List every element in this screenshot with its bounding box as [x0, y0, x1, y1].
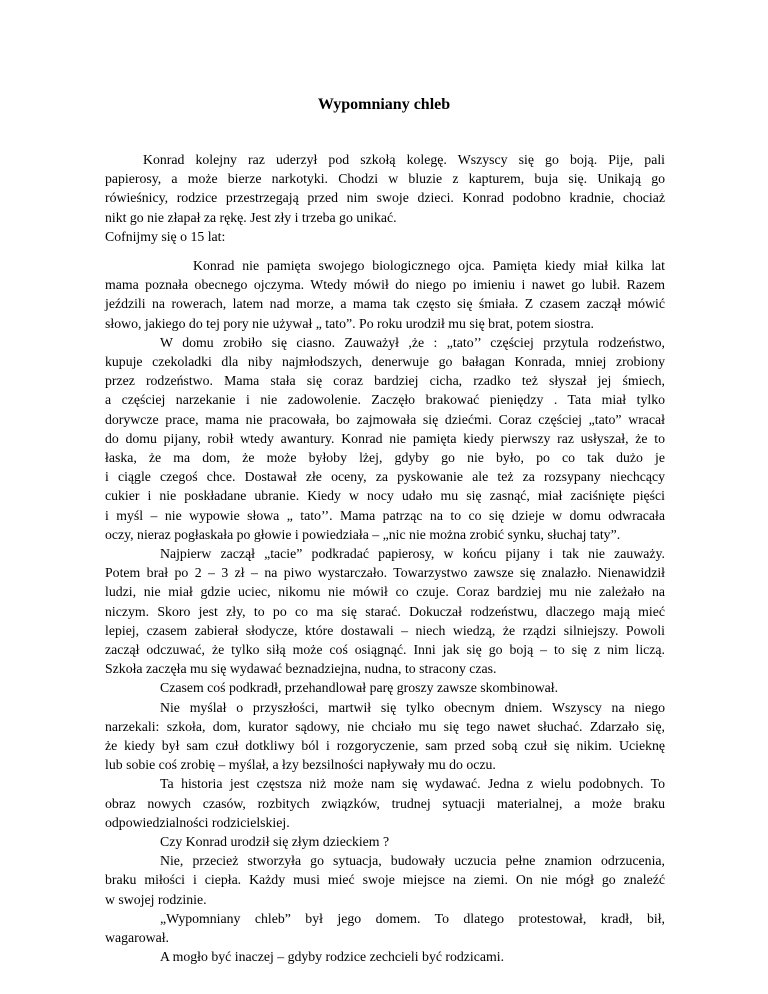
text-line: jeździli na rowerach, latem nad morze, a mama tak często się śmiała. Z czasem zaczął mówić [105, 296, 665, 312]
text-line: A mogło być inaczej – gdyby rodzice zechcieli być rodzicami. [160, 949, 505, 965]
text-line: dorywcze prace, mama nie pracowała, bo zajmowała się dziećmi. Coraz częściej „tato” wracał [105, 411, 665, 427]
text-line: papierosy, a może bierze narkotyki. Chodzi w bluzie z kapturem, buja się. Unikają go [105, 171, 665, 187]
text-line: Najpierw zaczął „tacie” podkradać papierosy, w końcu pijany i tak nie zauważy. [160, 546, 665, 561]
text-line: łaska, że ma dom, że może byłoby lżej, gdyby go nie było, po co tak dużo je [105, 450, 665, 465]
text-line: mama poznała obecnego ojczyma. Wtedy mówił do niego po imieniu i nawet go lubił. Razem [105, 277, 665, 293]
text-line: Szkoła zaczęła mu się wydawać beznadziejna, nudna, to stracony czas. [105, 661, 497, 677]
text-line: ludzi, nie miał gdzie uciec, nikomu nie mówił co czuje. Coraz bardziej mu nie zależało na [105, 584, 665, 600]
text-line: Ta historia jest częstsza niż może nam się wydawać. Jedna z wielu podobnych. To [160, 776, 665, 792]
text-line: braku miłości i ciepła. Każdy musi mieć swoje miejsce na ziemi. On nie mógł go znaleźć [105, 872, 665, 888]
text-line: Nie, przecież stworzyła go sytuacja, budowały uczucia pełne znamion odrzucenia, [160, 853, 665, 869]
text-line: Czy Konrad urodził się złym dzieckiem ? [160, 834, 390, 849]
text-line: Cofnijmy się o 15 lat: [105, 228, 226, 244]
text-line: Konrad kolejny raz uderzył pod szkołą kolegę. Wszyscy się go boją. Pije, pali [143, 152, 665, 167]
text-line: lepiej, czasem zabierał słodycze, które dostawali – niech wiedzą, że rządzi silniejszy. Powoli [105, 622, 665, 638]
text-line: cukier i nie poskładane ubranie. Kiedy w nocy udało mu się zasnąć, miał zaciśnięte pięści [105, 488, 665, 504]
text-line: W domu zrobiło się ciasno. Zauważył ,że : „tato’’ częściej przytula rodzeństwo, [160, 334, 665, 350]
text-line: narzekali: szkoła, dom, kurator sądowy, nie chciało mu się tego nawet słuchać. Zdarzało się, [105, 718, 665, 734]
text-line: nikt go nie złapał za rękę. Jest zły i trzeba go unikać. [105, 209, 397, 225]
text-line: lub sobie coś zrobię – myślał, a łzy bezsilności napływały mu do oczu. [105, 757, 496, 773]
text-line: Konrad nie pamięta swojego biologicznego ojca. Pamięta kiedy miał kilka lat [193, 258, 665, 273]
text-line: niczym. Skoro jest zły, to po co ma się starać. Dokuczał rodzeństwu, dlaczego mają mieć [105, 603, 665, 619]
text-line: zaczął odczuwać, że tylko siłą może coś osiągnąć. Inni jak się go boją – to się z nim liczą. [105, 642, 665, 657]
text-line: oczy, nieraz pogłaskała po głowie i powiedziała – „nic nie można zrobić synku, słuchaj taty”. [105, 526, 621, 542]
text-line: w swojej rodzinie. [105, 891, 207, 907]
text-line: słowo, jakiego do tej pory nie używał „ tato”. Po roku urodził mu się brat, potem siostra. [105, 315, 594, 331]
text-line: „Wypomniany chleb” był jego domem. To dlatego protestował, kradł, bił, [160, 910, 665, 926]
text-line: Nie myślał o przyszłości, martwił się tylko obecnym dniem. Wszyscy na niego [160, 699, 665, 715]
text-line: i myśl – nie wypowie słowa „ tato’’. Mama patrząc na to co się dzieje w domu odwracała [105, 507, 665, 523]
text-line: i ciągle czegoś chce. Dostawał złe oceny, za pyskowanie ale też za rozsypany niechcący [105, 469, 665, 485]
text-line: a częściej narzekanie i nie zadowolenie. Zaczęło brakować pieniędzy . Tata miał tylko [105, 392, 665, 408]
text-line: do domu pijany, robił wtedy awantury. Konrad nie pamięta kiedy pierwszy raz usłyszał, że to [105, 430, 665, 446]
text-line: odpowiedzialności rodzicielskiej. [105, 814, 290, 830]
text-line: że kiedy był sam czuł dotkliwy ból i rozgoryczenie, sam przed sobą czuł się nikim. Ucieknę [105, 738, 665, 753]
document-title: Wypomniany chleb [317, 96, 451, 113]
text-line: kupuje czekoladki dla niby najmłodszych, denerwuje go bałagan Konrada, mniej zrobiony [105, 354, 665, 369]
text-line: Czasem coś podkradł, przehandlował parę groszy zawsze skombinował. [160, 680, 559, 696]
text-line: przez rodzeństwo. Mama stała się coraz bardziej cicha, rzadko też słyszał jej śmiech, [105, 373, 665, 389]
text-line: wagarował. [105, 930, 169, 945]
text-line: obraz nowych czasów, rozbitych związków, trudnej sytuacji materialnej, a może braku [105, 795, 665, 811]
text-line: Potem brał po 2 – 3 zł – na piwo wystarczało. Towarzystwo zawsze się znalazło. Nienawidził [105, 565, 665, 581]
text-line: rówieśnicy, rodzice przestrzegają przed nim swoje dzieci. Konrad podobno kradnie, chociaż [105, 190, 665, 206]
